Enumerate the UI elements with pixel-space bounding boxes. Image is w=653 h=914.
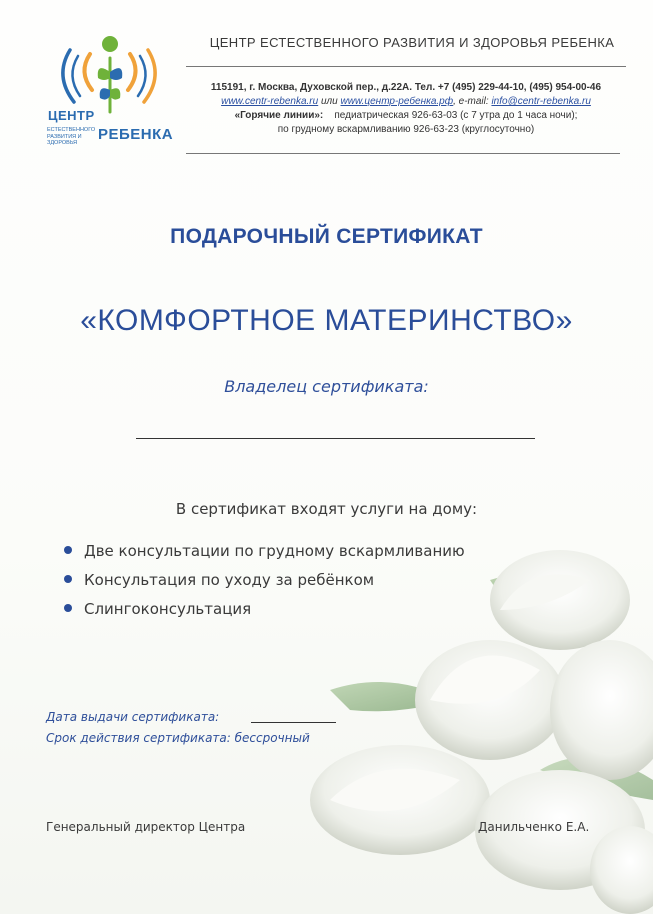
director-title: Генеральный директор Центра — [46, 820, 246, 834]
bullet-icon — [64, 575, 72, 583]
or-text: или — [318, 96, 341, 107]
address-line: 115191, г. Москва, Духовской пер., д.22А. Тел. +7 (495) 229-44-10, (495) 954-00-46 — [210, 82, 602, 93]
bullet-icon — [64, 546, 72, 554]
email-link[interactable]: info@centr-rebenka.ru — [491, 96, 591, 107]
owner-label: Владелец сертификата: — [224, 377, 429, 396]
service-label: Две консультации по грудному вскармливанию — [84, 542, 465, 560]
bullet-icon — [64, 604, 72, 612]
list-item — [64, 567, 465, 596]
header-divider-top — [186, 66, 626, 67]
issue-date-label: Дата выдачи сертификата: — [46, 710, 220, 724]
hotline-line — [186, 110, 626, 121]
director-name: Данильченко Е.А. — [478, 820, 590, 834]
services-list — [64, 538, 465, 625]
website-link-latin[interactable]: www.centr-rebenka.ru — [221, 96, 319, 107]
logo-text-center: ЦЕНТР — [48, 108, 95, 123]
email-label: , e-mail: — [453, 96, 492, 107]
logo-text-child: РЕБЕНКА — [98, 126, 174, 143]
list-item — [64, 538, 465, 567]
service-label: Консультация по уходу за ребёнком — [84, 571, 375, 589]
list-item — [64, 596, 465, 625]
hotline-pediatric: педиатрическая 926-63-03 (с 7 утра до 1 часа ночи); — [334, 110, 578, 121]
certificate-title: ПОДАРОЧНЫЙ СЕРТИФИКАТ — [170, 225, 483, 248]
header-divider-bottom — [186, 153, 620, 154]
hotline-breastfeeding: по грудному вскармливанию 926-63-23 (круглосуточно) — [277, 124, 535, 135]
validity-text: Срок действия сертификата: бессрочный — [46, 731, 310, 745]
logo-text-subtitle: ЕСТЕСТВЕННОГО РАЗВИТИЯ И ЗДОРОВЬЯ — [47, 127, 96, 146]
owner-signature-line — [136, 438, 535, 439]
organization-title: ЦЕНТР ЕСТЕСТВЕННОГО РАЗВИТИЯ И ЗДОРОВЬЯ РЕБЕНКА — [209, 35, 615, 50]
hotline-label: «Горячие линии»: — [234, 110, 324, 121]
service-label: Слингоконсультация — [84, 600, 252, 618]
services-heading: В сертификат входят услуги на дому: — [175, 500, 478, 518]
contacts-line — [186, 96, 626, 107]
website-link-cyrillic[interactable]: www.центр-ребенка.рф — [340, 96, 454, 107]
issue-date-line — [251, 722, 336, 723]
program-title: «КОМФОРТНОЕ МАТЕРИНСТВО» — [80, 304, 573, 337]
